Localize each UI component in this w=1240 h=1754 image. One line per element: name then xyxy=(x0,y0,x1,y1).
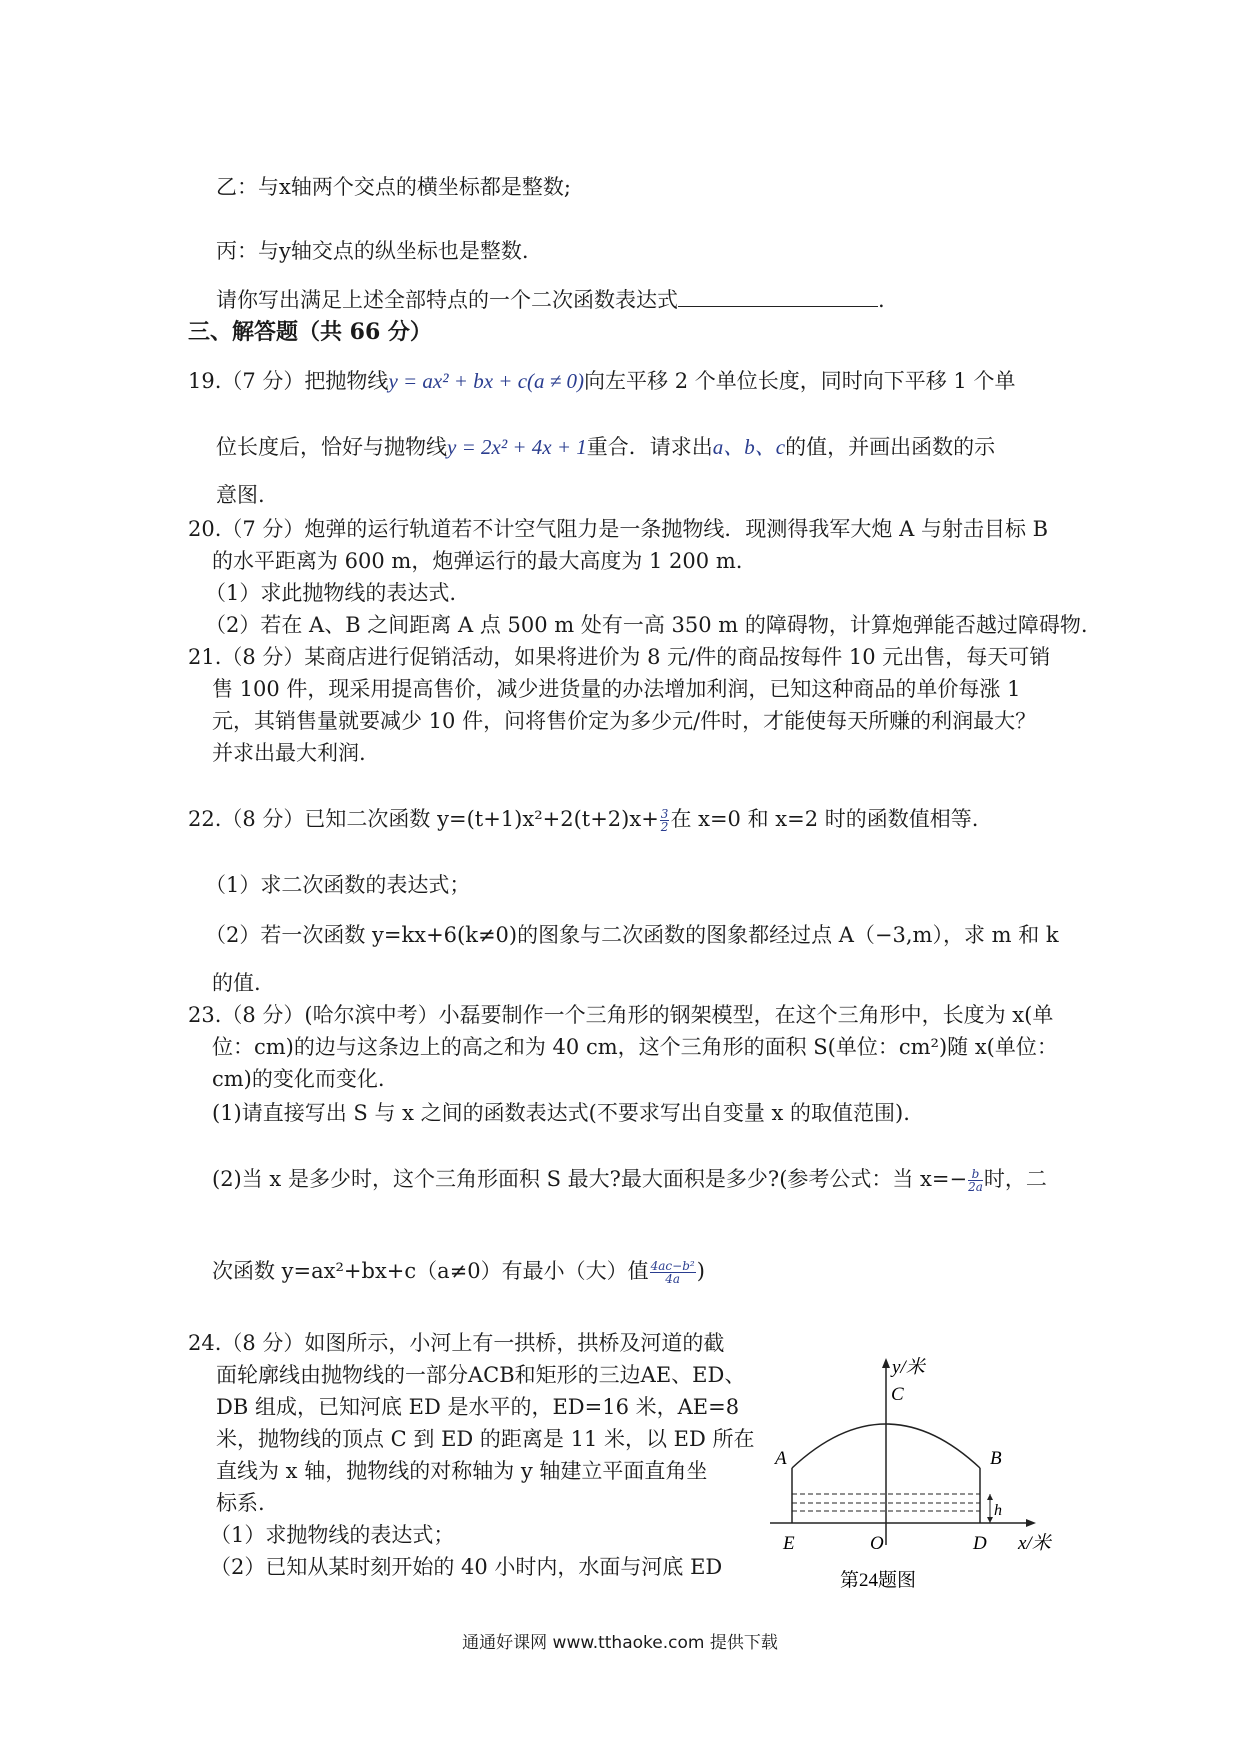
q22-part2: （2）若一次函数 y=kx+6(k≠0)的图象与二次函数的图象都经过点 A（−3,m），求 m 和 k xyxy=(205,923,1059,947)
h-arrow-bottom xyxy=(987,1517,993,1523)
q24-line5: 直线为 x 轴，抛物线的对称轴为 y 轴建立平面直角坐 xyxy=(216,1459,708,1483)
q23-part3-pre: 次函数 y=ax²+bx+c（a≠0）有最小（大）值 xyxy=(212,1259,649,1283)
label-h: h xyxy=(994,1502,1002,1519)
h-arrow-top xyxy=(987,1494,993,1500)
q19-text2-pre: 位长度后，恰好与抛物线 xyxy=(216,435,447,459)
q22-frac-num: 3 xyxy=(660,807,669,821)
q22-line1-post: 在 x=0 和 x=2 时的函数值相等. xyxy=(670,807,979,831)
q18-prompt-text: 请你写出满足上述全部特点的一个二次函数表达式 xyxy=(216,288,678,312)
point-C: C xyxy=(891,1384,904,1405)
point-O: O xyxy=(870,1533,884,1554)
point-B: B xyxy=(990,1448,1002,1469)
q23-line2: 位：cm)的边与这条边上的高之和为 40 cm，这个三角形的面积 S(单位：cm²)随 x(单位： xyxy=(212,1035,1058,1059)
q24-line6: 标系. xyxy=(216,1491,265,1515)
q19-text2-mid: 重合．请求出 xyxy=(586,435,713,459)
q21-line2: 售 100 件，现采用提高售价，减少进货量的办法增加利润，已知这种商品的单价每涨 1 xyxy=(212,677,1021,701)
q19-vars: a、b、c xyxy=(712,435,786,459)
footer: 通通好课网 www.tthaoke.com 提供下载 xyxy=(462,1633,778,1653)
q23-part2-post: 时，二 xyxy=(983,1167,1047,1191)
q23-line3: cm)的变化而变化. xyxy=(212,1067,385,1091)
q23-part2-pre: (2)当 x 是多少时，这个三角形面积 S 最大?最大面积是多少?(参考公式：当 x=− xyxy=(212,1167,968,1191)
q22-frac-den: 2 xyxy=(660,820,669,834)
point-D: D xyxy=(973,1533,987,1554)
point-A: A xyxy=(775,1448,787,1469)
q24-line3: DB 组成，已知河底 ED 是水平的，ED=16 米，AE=8 xyxy=(216,1395,740,1419)
x-axis-arrow xyxy=(1026,1519,1036,1527)
q20-part1: （1）求此抛物线的表达式. xyxy=(205,581,457,605)
q23-f2-num: 4ac−b² xyxy=(650,1259,695,1273)
q19-line3: 意图. xyxy=(216,483,265,507)
q19-label: 19.（7 分）把抛物线 xyxy=(188,369,389,393)
q23-f2-den: 4a xyxy=(665,1272,681,1286)
q20-line2: 的水平距离为 600 m，炮弹运行的最大高度为 1 200 m. xyxy=(212,549,743,573)
q18-prompt: 请你写出满足上述全部特点的一个二次函数表达式 . xyxy=(216,284,885,315)
yi-condition: 乙：与x轴两个交点的横坐标都是整数; xyxy=(216,175,571,199)
q23-f1-den: 2a xyxy=(968,1180,983,1194)
q23-line1: 23.（8 分）(哈尔滨中考）小磊要制作一个三角形的钢架模型，在这个三角形中，长度为 x(单 xyxy=(188,1003,1054,1027)
q21-line1: 21.（8 分）某商店进行促销活动，如果将进价为 8 元/件的商品按每件 10 元出售，每天可销 xyxy=(188,645,1051,669)
q21-line4: 并求出最大利润. xyxy=(212,741,366,765)
q20-part2: （2）若在 A、B 之间距离 A 点 500 m 处有一高 350 m 的障碍物，计算炮弹能否越过障碍物. xyxy=(205,613,1088,637)
q22-part2-cont: 的值. xyxy=(212,971,261,995)
figure-caption: 第24题图 xyxy=(840,1570,917,1591)
q23-part3-post: ) xyxy=(696,1259,705,1283)
q22-line1-pre: 22.（8 分）已知二次函数 y=(t+1)x²+2(t+2)x+ xyxy=(188,807,659,831)
y-axis-arrow xyxy=(882,1358,890,1368)
q21-line3: 元，其销售量就要减少 10 件，问将售价定为多少元/件时，才能使每天所赚的利润最大？ xyxy=(212,709,1037,733)
q24-line4: 米，抛物线的顶点 C 到 ED 的距离是 11 米，以 ED 所在 xyxy=(216,1427,755,1451)
q22-part1: （1）求二次函数的表达式； xyxy=(205,873,471,897)
q24-part2: （2）已知从某时刻开始的 40 小时内，水面与河底 ED xyxy=(210,1555,723,1579)
section-title: 三、解答题（共 66 分） xyxy=(188,319,432,345)
q24-part1: （1）求抛物线的表达式； xyxy=(210,1523,455,1547)
q19-formula: y = ax² + bx + c(a ≠ 0) xyxy=(388,369,585,393)
q19-text2-post: 的值，并画出函数的示 xyxy=(785,435,996,459)
point-E: E xyxy=(783,1533,795,1554)
q19-text1: 向左平移 2 个单位长度，同时向下平移 1 个单 xyxy=(584,369,1016,393)
q23-f1-num: b xyxy=(968,1168,983,1181)
q20-line1: 20.（7 分）炮弹的运行轨道若不计空气阻力是一条抛物线．现测得我军大炮 A 与射击目标 B xyxy=(188,517,1049,541)
q24-line2: 面轮廓线由抛物线的一部分ACB和矩形的三边AE、ED、 xyxy=(216,1363,746,1387)
y-axis-label: y/米 xyxy=(892,1357,925,1378)
q19-formula2: y = 2x² + 4x + 1 xyxy=(447,435,587,459)
q23-part1: (1)请直接写出 S 与 x 之间的函数表达式(不要求写出自变量 x 的取值范围). xyxy=(212,1101,910,1125)
q24-line1: 24.（8 分）如图所示，小河上有一拱桥，拱桥及河道的截 xyxy=(188,1331,725,1355)
x-axis-label: x/米 xyxy=(1018,1533,1051,1554)
bing-condition: 丙：与y轴交点的纵坐标也是整数. xyxy=(216,239,529,263)
